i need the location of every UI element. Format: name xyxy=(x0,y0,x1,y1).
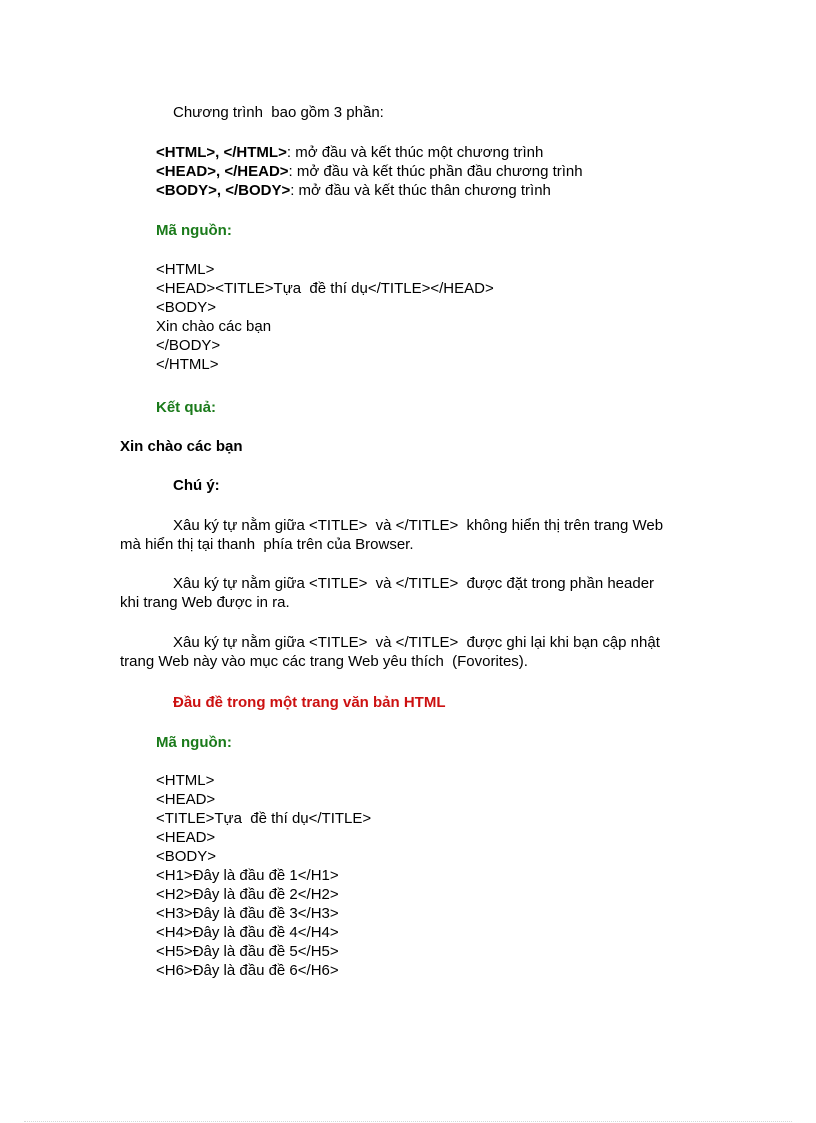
note-1 xyxy=(120,516,663,554)
code-line: </BODY> xyxy=(156,337,221,354)
parts-list xyxy=(156,143,583,200)
source-label-1: Mã nguồn: xyxy=(156,222,232,239)
code-line: <H5>Đây là đầu đề 5</H5> xyxy=(156,943,339,960)
result-text: Xin chào các bạn xyxy=(120,438,243,455)
code-line: <BODY> xyxy=(156,299,217,316)
part-html: <HTML>, </HTML>: mở đầu và kết thúc một chương trình xyxy=(156,144,544,161)
code-line: <H1>Đây là đầu đề 1</H1> xyxy=(156,867,339,884)
code-block-2 xyxy=(156,771,371,980)
code-line: <HEAD><TITLE>Tựa đề thí dụ</TITLE></HEAD> xyxy=(156,280,494,297)
note-1-line-1: Xâu ký tự nằm giữa <TITLE> và </TITLE> không hiển thị trên trang Web xyxy=(173,517,664,534)
code-line: <TITLE>Tựa đề thí dụ</TITLE> xyxy=(156,810,372,827)
code-line: <BODY> xyxy=(156,848,217,865)
code-line: <H3>Đây là đầu đề 3</H3> xyxy=(156,905,339,922)
code-line: <H2>Đây là đầu đề 2</H2> xyxy=(156,886,339,903)
note-3-line-1: Xâu ký tự nằm giữa <TITLE> và </TITLE> được ghi lại khi bạn cập nhật xyxy=(173,634,660,651)
part-body: <BODY>, </BODY>: mở đầu và kết thúc thân chương trình xyxy=(156,182,551,199)
note-1-line-2: mà hiển thị tại thanh phía trên của Browser. xyxy=(120,536,414,553)
source-label-2: Mã nguồn: xyxy=(156,734,232,751)
code-line: <HEAD> xyxy=(156,791,216,808)
part-head: <HEAD>, </HEAD>: mở đầu và kết thúc phần đầu chương trình xyxy=(156,163,583,180)
page-bottom-divider xyxy=(24,1121,792,1122)
code-line: <H6>Đây là đầu đề 6</H6> xyxy=(156,962,339,979)
note-2-line-2: khi trang Web được in ra. xyxy=(120,594,290,611)
note-2 xyxy=(120,574,654,612)
result-label: Kết quả: xyxy=(156,399,216,416)
section-title: Đầu đề trong một trang văn bản HTML xyxy=(173,694,446,711)
intro-text: Chương trình bao gồm 3 phần: xyxy=(173,104,384,121)
code-line: <HTML> xyxy=(156,261,215,278)
code-line: </HTML> xyxy=(156,356,219,373)
note-2-line-1: Xâu ký tự nằm giữa <TITLE> và </TITLE> được đặt trong phần header xyxy=(173,575,655,592)
note-3 xyxy=(120,633,660,671)
code-line: <HEAD> xyxy=(156,829,216,846)
code-line: <HTML> xyxy=(156,772,215,789)
note-3-line-2: trang Web này vào mục các trang Web yêu thích (Fovorites). xyxy=(120,653,528,670)
code-line: <H4>Đây là đầu đề 4</H4> xyxy=(156,924,339,941)
note-label: Chú ý: xyxy=(173,477,220,494)
code-block-1 xyxy=(156,260,494,374)
code-line: Xin chào các bạn xyxy=(156,318,272,335)
